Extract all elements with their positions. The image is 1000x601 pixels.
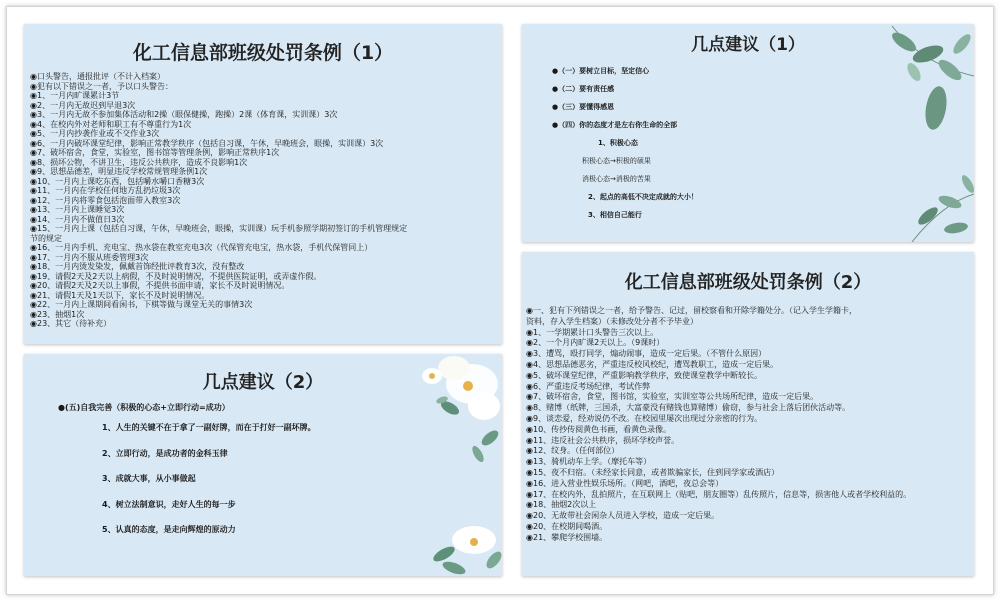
rule-line: ◉8、赌博（纸牌，三国杀，大富豪没有赌钱也算赌博）偷窃，参与社会上落后团伙活动等。 — [526, 403, 851, 413]
rule-line: ◉15、夜不归宿。（未经家长同意，或者欺骗家长，住到同学家或酒店） — [526, 467, 780, 477]
slide-title: 几点建议（2） — [202, 372, 324, 393]
rule-line: ◉6、严重违反考场纪律，考试作弊 — [526, 381, 651, 391]
suggestion-list — [102, 422, 402, 550]
rule-line: ◉1、一学期累计口头警告三次以上。 — [526, 327, 659, 337]
suggestion-item: 4、树立法制意识，走好人生的每一步 — [102, 499, 236, 509]
suggestion-item: 1、人生的关键不在于拿了一副好牌，而在于打好一副坏牌。 — [102, 423, 316, 432]
rule-line: ◉3、一月内无故不参加集体活动和2操（眼保健操，跑操）2课（体育课，实训课）3次 — [30, 110, 338, 119]
rule-line: ◉4、在校内外对老师和职工有不尊重行为1次 — [30, 119, 192, 129]
rule-line: ◉2、一个月内旷课2天以上。（9课时） — [526, 338, 665, 348]
rule-list — [526, 306, 972, 544]
rule-line: ◉犯有以下错误之一者，予以口头警告： — [30, 81, 173, 91]
rule-line: ◉20、请假2天及2天以上事假，不提供书面申请，家长不及时说明情况。 — [30, 281, 290, 290]
suggestion-item: 积极心态→积极的硕果 — [582, 157, 651, 165]
rule-line: ◉18、抽烟2次以上 — [526, 500, 597, 510]
rule-line: ◉20、无故带社会闲杂人员进入学校，造成一定后果。 — [526, 511, 720, 521]
rule-line: ◉4、思想品德恶劣，严重违反校风校纪，遭骂教职工，造成一定后果。 — [526, 359, 779, 369]
rule-line: ◉16、进入营业性娱乐场所。（网吧，酒吧，夜总会等） — [526, 478, 724, 488]
suggestion-item: 3、成就大事，从小事做起 — [102, 474, 196, 483]
rule-line: 节的规定 — [30, 233, 62, 243]
rule-line: ◉17、在校内外，乱拍照片，在互联网上（贴吧，朋友圈等）乱传照片，信息等，损害他人或者学校利益的。 — [526, 489, 912, 499]
rule-line: ◉12、一月内将零食包括泡面带入教室3次 — [30, 195, 181, 205]
suggestion-item: 1、积极心态 — [598, 139, 638, 147]
suggestion-item: 2、立即行动，是成功者的金科玉律 — [102, 448, 228, 458]
rule-line: ◉17、一月内不服从班委管理3次 — [30, 252, 149, 262]
suggestion-item: ●（二）要有责任感 — [552, 85, 615, 93]
suggestion-item: 3、相信自己能行 — [588, 211, 642, 219]
slide-suggestions-2 — [24, 354, 502, 576]
suggestion-list — [552, 66, 852, 228]
suggestion-item: 2、起点的高低不决定成就的大小！ — [588, 193, 698, 201]
rule-line: ◉12、纹身。（任何部位） — [526, 446, 620, 456]
rule-line: ◉7、破坏宿舍，食堂，实验室，图书馆等管理条例，影响正常秩序1次 — [30, 148, 280, 157]
rule-line: ◉11、一月内在学校任何地方乱扔垃圾3次 — [30, 186, 181, 195]
rule-line: ◉口头警告，通报批评（不计入档案） — [30, 72, 165, 81]
suggestion-item: ●（四）你的态度才是左右你生命的全部 — [552, 121, 678, 129]
rule-line: ◉一、犯有下列错误之一者，给予警告、记过，留校察看和开除学籍处分。（记入学生学籍卡， — [526, 306, 857, 315]
rule-line: ◉20、在校期间喝酒。 — [526, 521, 608, 531]
slide-suggestions-1 — [522, 24, 974, 242]
rule-line: ◉10、一月内上课吃东西，包括嚼水嚼口香糖3次 — [30, 176, 205, 186]
rule-line: ◉5、一月内抄袭作业或不交作业3次 — [30, 129, 160, 138]
rule-line: ◉21、攀爬学校围墙。 — [526, 532, 608, 542]
rule-line: ◉10、传抄传阅黄色书画，看黄色录像。 — [526, 424, 672, 434]
rule-line: ◉22、一月内上课期间看闲书，下棋等做与课堂无关的事情3次 — [30, 300, 253, 309]
rule-line: ◉11、违反社会公共秩序，损坏学校声誉。 — [526, 435, 680, 445]
suggestion-item: ●（三）要懂得感恩 — [552, 103, 615, 111]
rule-line: ◉13、骑机动车上学。（摩托车等） — [526, 457, 652, 467]
suggestion-item: 消极心态→消极的苦果 — [582, 175, 651, 183]
rule-line: ◉3、遭骂，殴打同学，煽动闹事，造成一定后果。（不管什么原因） — [526, 349, 767, 359]
rule-line: ◉14、一月内不做值日3次 — [30, 214, 125, 224]
rule-line: ◉9、谈恋爱，经劝说仍不改。在校园里屡次出现过分亲密的行为。 — [526, 413, 763, 423]
rule-list — [30, 72, 498, 329]
rule-line: ◉2、一月内无故迟到早退3次 — [30, 100, 136, 110]
rule-line: ◉6、一月内破坏课堂纪律，影响正常教学秩序（包括自习课，午休，早晚班会，眼操，实训课）3次 — [30, 138, 384, 148]
rule-line: ◉18、一月内烫发染发，佩戴首饰经批评教育3次，没有整改 — [30, 262, 245, 271]
slide-title: 化工信息部班级处罚条例（2） — [624, 272, 872, 293]
slide-title: 化工信息部班级处罚条例（1） — [132, 42, 394, 64]
rule-line: ◉23、其它（待补充） — [30, 319, 112, 328]
suggestion-item: 5、认真的态度，是走向辉煌的原动力 — [102, 525, 236, 534]
rule-line: ◉21、请假1天及1天以下，家长不及时说明情况。 — [30, 290, 210, 300]
slide-penalty-rules-2 — [522, 252, 974, 576]
suggestion-item: ●（一）要树立目标，坚定信心 — [552, 67, 650, 75]
rule-line: ◉15、一月内上课（包括自习课，午休，早晚班会，眼操，实训课）玩手机参照学期初签订的手机管理规定 — [30, 224, 408, 233]
rule-line: ◉19、请假2天及2天以上病假，不及时说明情况，不提供医院证明，或弄虚作假。 — [30, 271, 322, 281]
rule-line: ◉5、破坏课堂纪律，严重影响教学秩序，致使课堂教学中断较长。 — [526, 370, 763, 380]
section-heading: ●(五)自我完善（积极的心态+立即行动=成功） — [58, 403, 230, 412]
rule-line: ◉16、一月内手机、充电宝、热水袋在教室充电3次（代保管充电宝，热水袋，手机代保管同上） — [30, 243, 373, 252]
rule-line: ◉7、破坏宿舍，食堂，图书馆，实验室，实训室等公共场所纪律，造成一定后果。 — [526, 392, 819, 402]
rule-line: ◉9、思想品德差，明显违反学校常规管理条例1次 — [30, 167, 208, 176]
rule-line: 资料，存入学生档案）（未修改处分者不予毕业） — [526, 316, 698, 326]
slide-penalty-rules-1 — [24, 24, 502, 344]
rule-line: ◉13、一月内上课睡觉3次 — [30, 205, 125, 214]
slide-title: 几点建议（1） — [691, 35, 805, 55]
rule-line: ◉23、抽烟1次 — [30, 309, 85, 319]
rule-line: ◉8、损坏公物，不讲卫生，违反公共秩序，造成不良影响1次 — [30, 157, 248, 167]
rule-line: ◉1、一月内旷课累计3节 — [30, 91, 120, 100]
leaf-decoration-icon — [852, 24, 974, 242]
